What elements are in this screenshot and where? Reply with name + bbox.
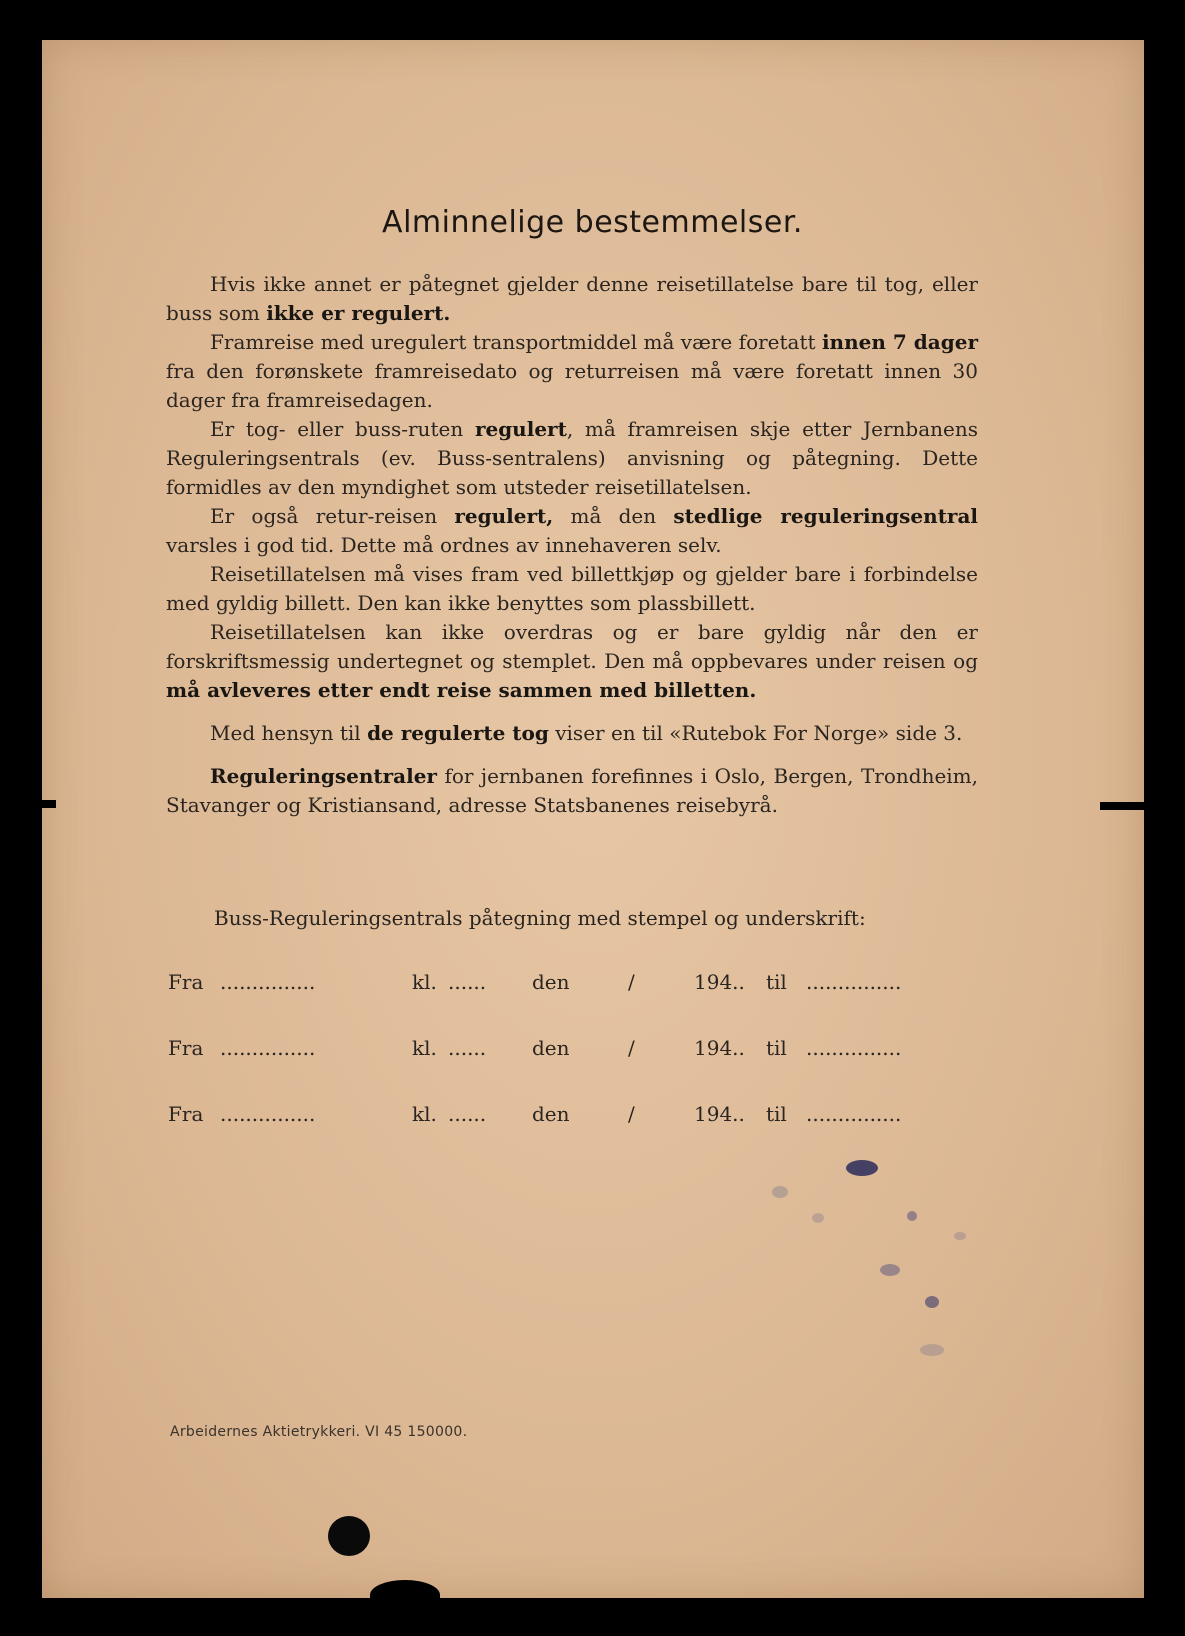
time-label: kl. bbox=[412, 1036, 437, 1060]
from-dots: ............... bbox=[220, 1036, 316, 1060]
printer-imprint: Arbeidernes Aktietrykkeri. VI 45 150000. bbox=[170, 1424, 468, 1440]
to-label: til bbox=[766, 970, 787, 994]
paragraph-text: Er også retur-reisen bbox=[210, 504, 455, 528]
to-label: til bbox=[766, 1036, 787, 1060]
paragraph bbox=[166, 560, 978, 618]
punch-hole-edge bbox=[370, 1580, 440, 1610]
paragraph bbox=[166, 328, 978, 415]
year-label: 194.. bbox=[694, 970, 745, 994]
time-dots: ...... bbox=[448, 1036, 487, 1060]
form-heading: Buss-Reguleringsentrals påtegning med stempel og underskrift: bbox=[214, 906, 866, 930]
paragraph bbox=[166, 415, 978, 502]
date-label: den bbox=[532, 970, 570, 994]
paragraph-text: varsles i god tid. Dette må ordnes av innehaveren selv. bbox=[166, 533, 722, 557]
date-slash: / bbox=[628, 1036, 635, 1060]
emphasis-text: regulert bbox=[474, 417, 567, 441]
date-slash: / bbox=[628, 970, 635, 994]
date-label: den bbox=[532, 1102, 570, 1126]
paragraph-text: Reisetillatelsen kan ikke overdras og er bare gyldig når den er forskriftsmessig undertegnet og stemplet. Den må oppbevares under reisen og bbox=[166, 620, 978, 673]
paragraph bbox=[166, 719, 978, 748]
paragraph-text: Framreise med uregulert transportmiddel må være foretatt bbox=[210, 330, 822, 354]
paragraph-text: Reisetillatelsen må vises fram ved billettkjøp og gjelder bare i forbindelse med gyldig billett. Den kan ikke benyttes som plassbillett. bbox=[166, 562, 978, 615]
date-label: den bbox=[532, 1036, 570, 1060]
emphasis-text: regulert, bbox=[454, 504, 554, 528]
paragraph-text: Med hensyn til bbox=[210, 721, 368, 745]
year-label: 194.. bbox=[694, 1036, 745, 1060]
general-provisions-text bbox=[166, 270, 978, 820]
from-label: Fra bbox=[168, 1036, 204, 1060]
emphasis-text: de regulerte tog bbox=[367, 721, 549, 745]
punch-hole bbox=[328, 1516, 370, 1556]
from-label: Fra bbox=[168, 1102, 204, 1126]
from-dots: ............... bbox=[220, 1102, 316, 1126]
from-dots: ............... bbox=[220, 970, 316, 994]
emphasis-text: stedlige reguleringsentral bbox=[673, 504, 979, 528]
time-label: kl. bbox=[412, 970, 437, 994]
year-label: 194.. bbox=[694, 1102, 745, 1126]
emphasis-text: Reguleringsentraler bbox=[210, 764, 437, 788]
paragraph bbox=[166, 270, 978, 328]
to-dots: ............... bbox=[806, 970, 902, 994]
emphasis-text: ikke er regulert. bbox=[266, 301, 451, 325]
time-dots: ...... bbox=[448, 970, 487, 994]
paragraph-text: Hvis ikke annet er påtegnet gjelder denne reisetillatelse bare til tog, eller buss som bbox=[166, 272, 978, 325]
paragraph bbox=[166, 762, 978, 820]
to-label: til bbox=[766, 1102, 787, 1126]
emphasis-text: må avleveres etter endt reise sammen med billetten. bbox=[166, 678, 757, 702]
fold-notch-left bbox=[36, 800, 56, 808]
to-dots: ............... bbox=[806, 1036, 902, 1060]
emphasis-text: innen 7 dager bbox=[821, 330, 978, 354]
time-dots: ...... bbox=[448, 1102, 487, 1126]
date-slash: / bbox=[628, 1102, 635, 1126]
paragraph-text: fra den forønskete framreisedato og returreisen må være foretatt innen 30 dager fra framreisedagen. bbox=[166, 359, 978, 412]
from-label: Fra bbox=[168, 970, 204, 994]
fold-notch-right bbox=[1100, 802, 1150, 810]
paragraph-text: , må framreisen skje etter Jernbanens Reguleringsentrals (ev. Buss-sentralens) anvisning og påtegning. Dette formidles av den myndighet som utsteder reisetillatelsen. bbox=[166, 417, 978, 499]
paragraph bbox=[166, 502, 978, 560]
time-label: kl. bbox=[412, 1102, 437, 1126]
paragraph-text: må den bbox=[553, 504, 674, 528]
paragraph-text: for jernbanen forefinnes i Oslo, Bergen, Trondheim, Stavanger og Kristiansand, adresse Statsbanenes reisebyrå. bbox=[166, 764, 978, 817]
faded-stamp-ink bbox=[760, 1140, 1000, 1380]
paragraph-text: viser en til «Rutebok For Norge» side 3. bbox=[548, 721, 963, 745]
paragraph-text: Er tog- eller buss-ruten bbox=[210, 417, 475, 441]
paragraph bbox=[166, 618, 978, 705]
to-dots: ............... bbox=[806, 1102, 902, 1126]
document-title: Alminnelige bestemmelser. bbox=[382, 205, 803, 240]
